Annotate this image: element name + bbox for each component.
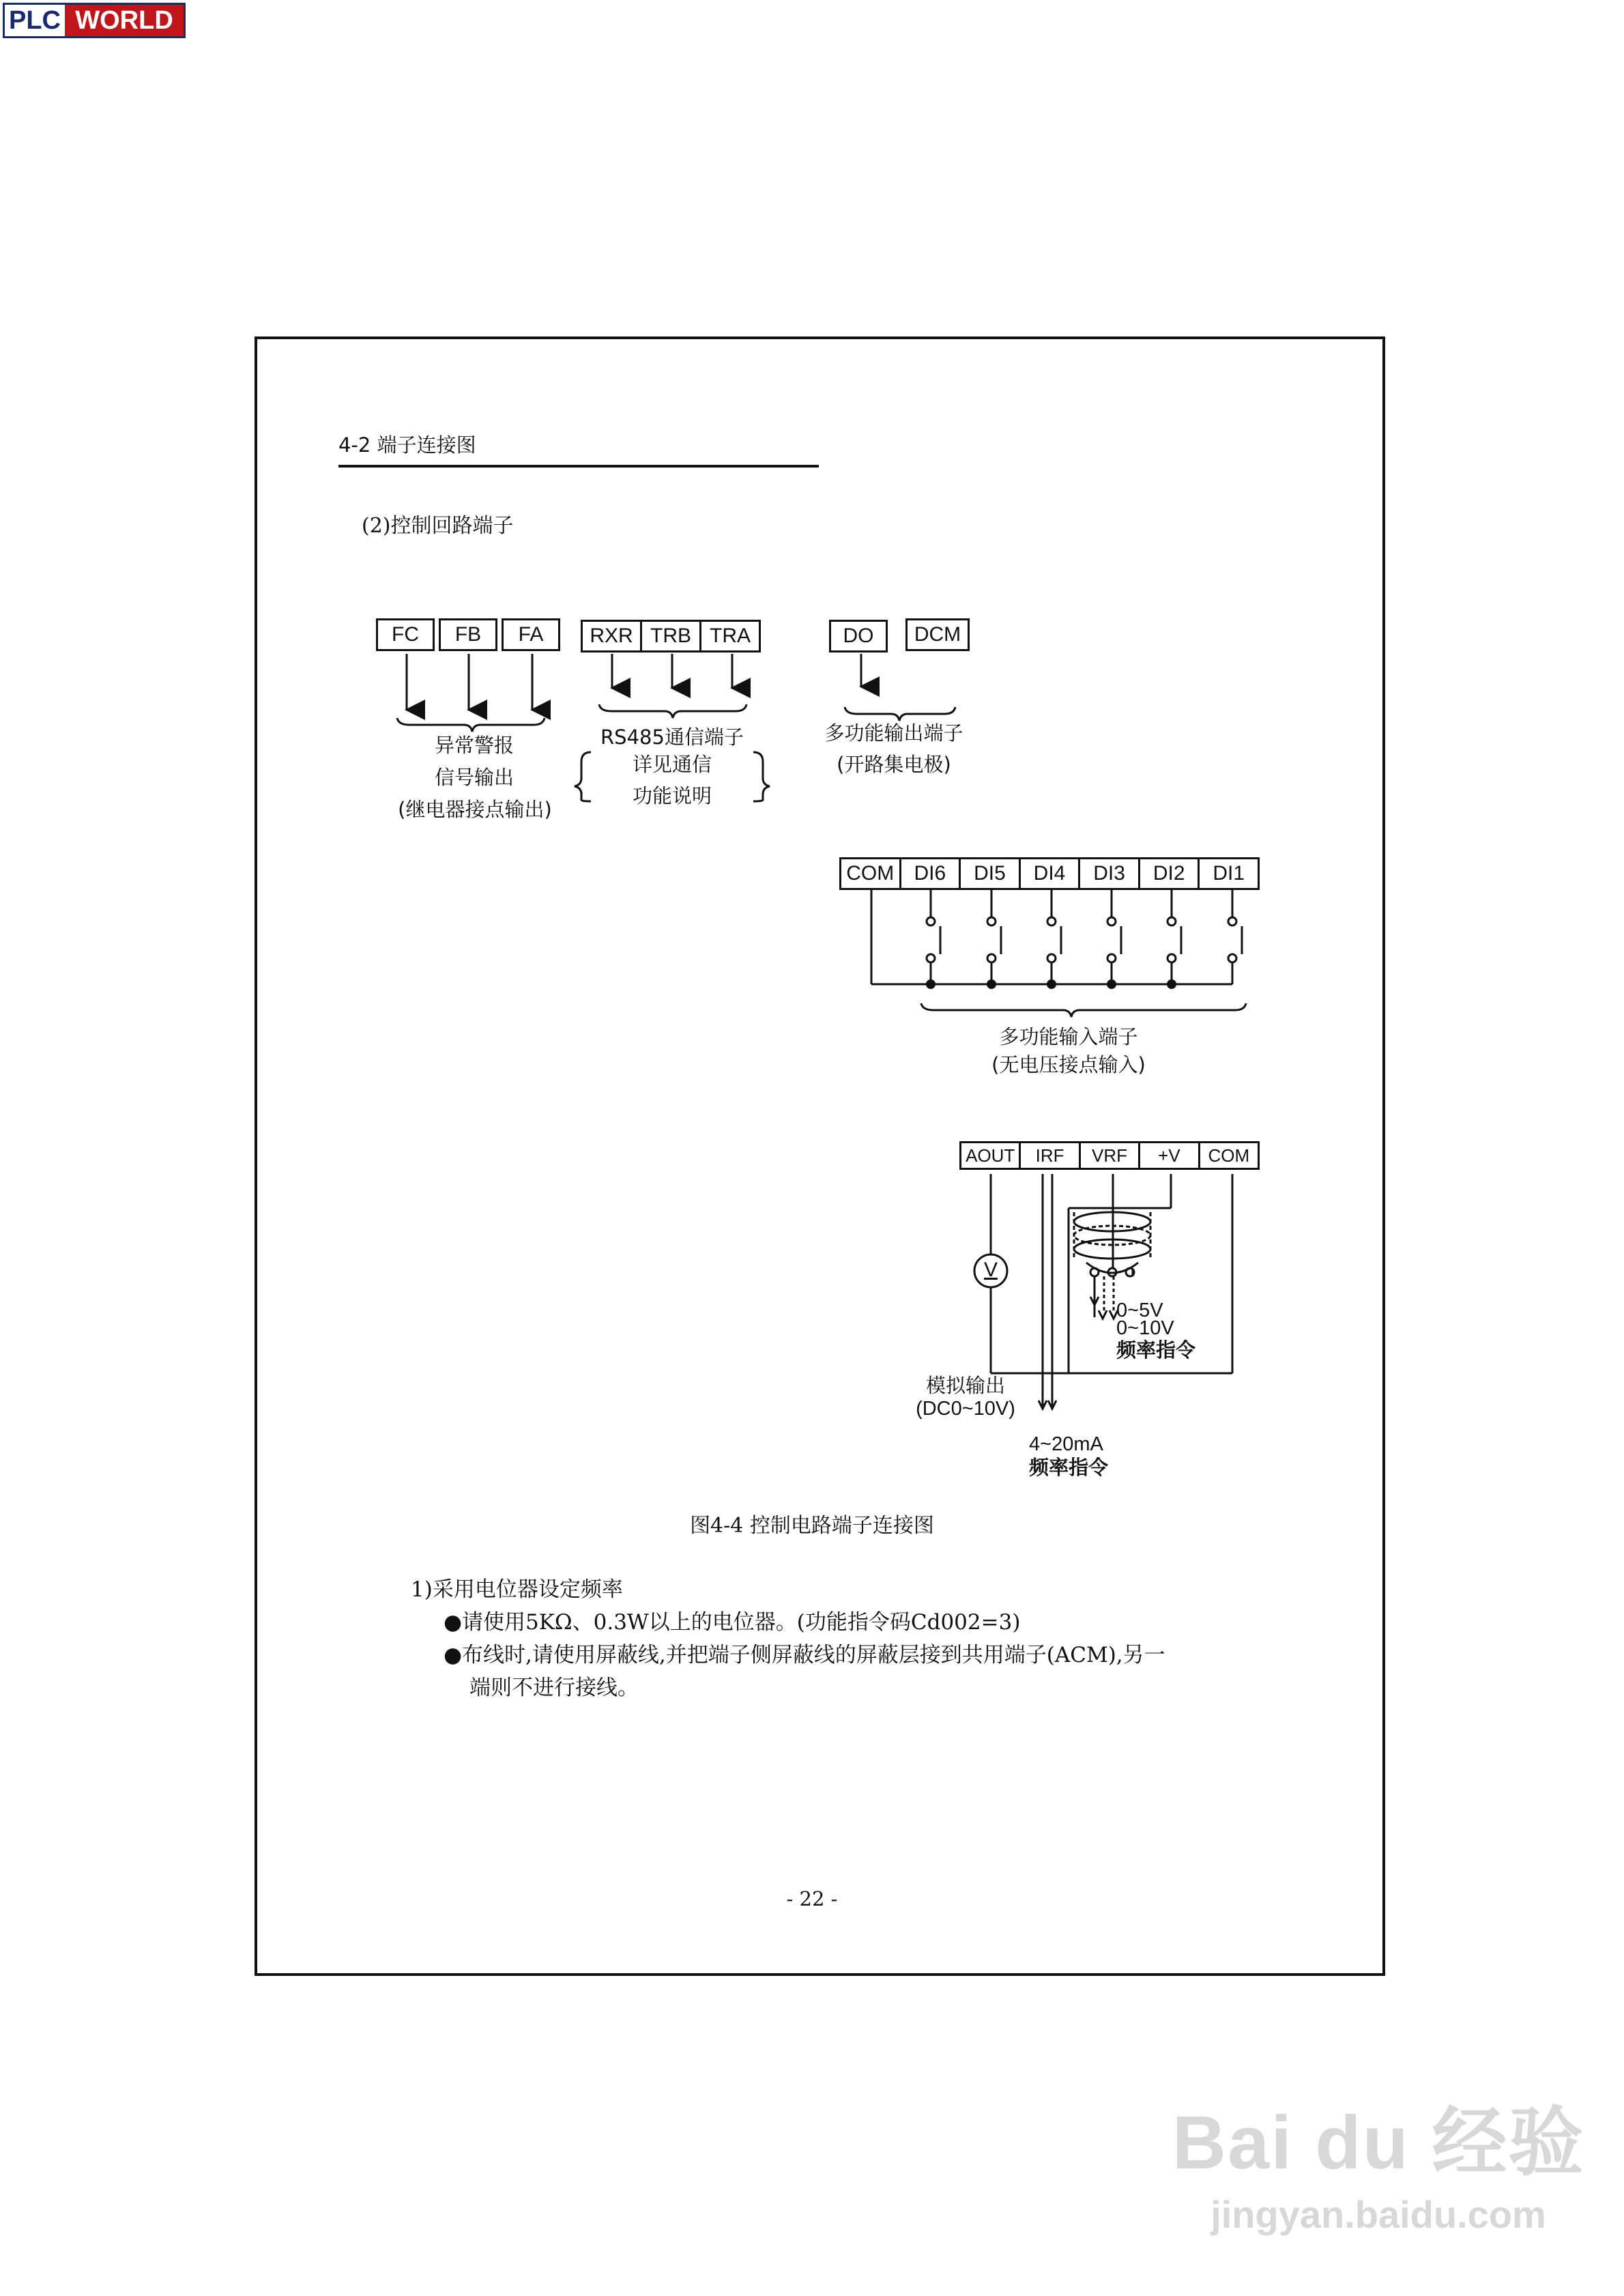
logo-plc-text: PLC (5, 5, 65, 36)
output-desc-1: 多功能输出端子 (824, 721, 963, 745)
analog-terminal-strip (959, 1141, 1260, 1170)
terminal-di4: DI4 (1019, 859, 1079, 888)
terminal-di2: DI2 (1138, 859, 1198, 888)
terminal-aout: AOUT (966, 1145, 1015, 1166)
relay-desc-3: (继电器接点输出) (398, 798, 552, 821)
notes-heading: 1)采用电位器设定频率 (411, 1577, 623, 1602)
terminal-di5: DI5 (959, 859, 1019, 888)
pot-range-2: 0~10V (1116, 1317, 1174, 1339)
terminal-rxr: RXR (590, 625, 633, 647)
input-terminal-strip (839, 857, 1260, 890)
current-label-1: 4~20mA (1029, 1433, 1103, 1455)
terminal-dcm: DCM (905, 618, 970, 651)
rs485-desc-3: 功能说明 (632, 784, 712, 807)
notes-bullet-2-line-1: ●布线时,请使用屏蔽线,并把端子侧屏蔽线的屏蔽层接到共用端子(ACM),另一 (444, 1643, 1165, 1667)
logo-world-text: WORLD (65, 5, 184, 36)
terminal-do: DO (829, 620, 888, 652)
watermark-line-1: Bai du 经验 (1172, 2101, 1585, 2185)
inputs-desc-2: (无电压接点输入) (991, 1053, 1146, 1076)
pot-label: 频率指令 (1116, 1338, 1196, 1362)
section-title: 4-2 端子连接图 (338, 430, 819, 468)
terminal-di3: DI3 (1078, 859, 1138, 888)
rs485-terminal-strip (581, 620, 761, 652)
aout-label-2: (DC0~10V) (916, 1398, 1015, 1420)
terminal-fb: FB (439, 618, 497, 651)
page-number: - 22 - (786, 1887, 838, 1910)
rs485-desc-2: 详见通信 (632, 753, 712, 776)
terminal-di6: DI6 (899, 859, 959, 888)
rs485-desc-1: RS485通信端子 (600, 726, 744, 749)
figure-caption: 图4-4 控制电路端子连接图 (690, 1514, 934, 1538)
terminal-irf: IRF (1019, 1143, 1078, 1168)
terminal-trb: TRB (640, 622, 699, 650)
section-subtitle: (2)控制回路端子 (362, 514, 514, 538)
current-label-2: 频率指令 (1029, 1456, 1109, 1479)
notes-bullet-1: ●请使用5KΩ、0.3W以上的电位器。(功能指令码Cd002=3) (444, 1610, 1021, 1635)
inputs-desc-1: 多功能输入端子 (999, 1025, 1138, 1048)
terminal-com: COM (846, 862, 895, 885)
terminal-vrf: VRF (1079, 1143, 1138, 1168)
baidu-jingyan-watermark (1160, 2095, 1597, 2273)
output-desc-2: (开路集电极) (837, 753, 951, 776)
terminal-di1: DI1 (1198, 859, 1258, 888)
terminal-com-analog: COM (1198, 1143, 1258, 1168)
relay-desc-1: 异常警报 (434, 734, 514, 757)
terminal-fc: FC (376, 618, 435, 651)
terminal-fa: FA (502, 618, 560, 651)
pot-range-1: 0~5V (1116, 1300, 1163, 1321)
voltmeter-symbol: V (983, 1259, 998, 1281)
relay-desc-2: 信号输出 (434, 766, 514, 789)
terminal-plus-v: +V (1138, 1143, 1198, 1168)
terminal-tra: TRA (699, 622, 759, 650)
aout-label-1: 模拟输出 (925, 1374, 1005, 1397)
watermark-line-2: jingyan.baidu.com (1210, 2193, 1546, 2236)
notes-bullet-2-line-2: 端则不进行接线。 (469, 1676, 639, 1700)
